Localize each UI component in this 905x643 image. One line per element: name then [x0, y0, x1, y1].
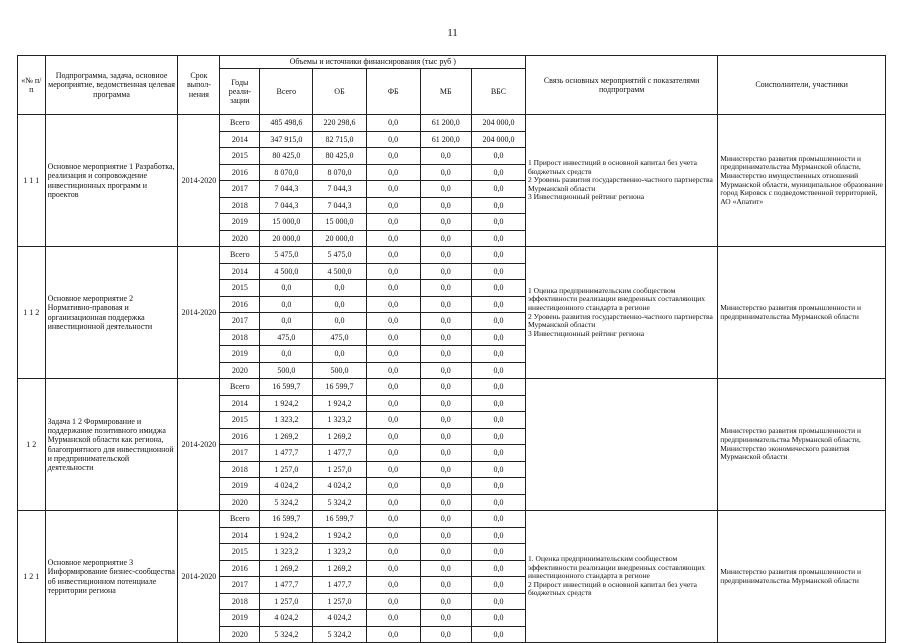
header-num: «№ п/п [18, 56, 46, 115]
total-cell: 1 257,0 [260, 461, 313, 478]
ob-cell: 1 269,2 [313, 560, 366, 577]
row-number: 1 2 1 [18, 511, 46, 643]
fb-cell: 0,0 [366, 428, 420, 445]
year-cell: 2020 [220, 626, 260, 643]
ob-cell: 4 024,2 [313, 478, 366, 495]
vbs-cell: 0,0 [471, 230, 525, 247]
mb-cell: 0,0 [420, 247, 471, 264]
ob-cell: 475,0 [313, 329, 366, 346]
ob-cell: 1 257,0 [313, 593, 366, 610]
year-cell: 2018 [220, 593, 260, 610]
row-number: 1 1 1 [18, 115, 46, 247]
header-total: Всего [260, 69, 313, 115]
ob-cell: 80 425,0 [313, 148, 366, 165]
vbs-cell: 0,0 [471, 461, 525, 478]
execution-term: 2014-2020 [178, 247, 220, 379]
execution-term: 2014-2020 [178, 115, 220, 247]
fb-cell: 0,0 [366, 197, 420, 214]
mb-cell: 0,0 [420, 197, 471, 214]
vbs-cell: 0,0 [471, 214, 525, 231]
mb-cell: 0,0 [420, 379, 471, 396]
financing-table [17, 55, 886, 643]
total-cell: 0,0 [260, 296, 313, 313]
vbs-cell: 0,0 [471, 494, 525, 511]
mb-cell: 0,0 [420, 263, 471, 280]
table-body [18, 115, 886, 643]
header-years: Годы реали-зации [220, 69, 260, 115]
total-cell: 15 000,0 [260, 214, 313, 231]
program-name: Основное мероприятие 2 Нормативно-правовая и организационная поддержка инвестиционной деятельности [45, 247, 178, 379]
header-program: Подпрограмма, задача, основное мероприятие, ведомственная целевая программа [45, 56, 178, 115]
table-row [18, 379, 886, 396]
indicator-link: 1 Оценка предпринимательским сообществом эффективности реализации внедренных составляющих инвестиционного стандарта в регионе 2 Уровень развития государственно-частного партнерства Мурманской области 3 Инвестиционный рейтинг региона [526, 247, 718, 379]
program-name: Основное мероприятие 3 Информирование бизнес-сообщества об инвестиционном потенциале территории региона [45, 511, 178, 643]
row-number: 1 1 2 [18, 247, 46, 379]
mb-cell: 0,0 [420, 148, 471, 165]
ob-cell: 5 324,2 [313, 494, 366, 511]
vbs-cell: 0,0 [471, 511, 525, 528]
total-cell: 1 924,2 [260, 395, 313, 412]
ob-cell: 0,0 [313, 280, 366, 297]
fb-cell: 0,0 [366, 164, 420, 181]
year-cell: 2017 [220, 313, 260, 330]
year-cell: 2015 [220, 148, 260, 165]
fb-cell: 0,0 [366, 379, 420, 396]
fb-cell: 0,0 [366, 115, 420, 132]
program-name: Основное мероприятие 1 Разработка, реализация и сопровождение инвестиционных программ и проектов [45, 115, 178, 247]
mb-cell: 0,0 [420, 296, 471, 313]
total-cell: 16 599,7 [260, 511, 313, 528]
row-number: 1 2 [18, 379, 46, 511]
fb-cell: 0,0 [366, 527, 420, 544]
year-cell: 2017 [220, 181, 260, 198]
table-row [18, 247, 886, 264]
ob-cell: 4 500,0 [313, 263, 366, 280]
vbs-cell: 0,0 [471, 478, 525, 495]
ob-cell: 1 323,2 [313, 544, 366, 561]
vbs-cell: 0,0 [471, 412, 525, 429]
execution-term: 2014-2020 [178, 511, 220, 643]
fb-cell: 0,0 [366, 230, 420, 247]
total-cell: 5 324,2 [260, 494, 313, 511]
vbs-cell: 0,0 [471, 313, 525, 330]
executors-cell: Министерство развития промышленности и предпринимательства Мурманской области, Министерство экономического развития Мурманской области [718, 379, 886, 511]
mb-cell: 0,0 [420, 164, 471, 181]
vbs-cell: 0,0 [471, 247, 525, 264]
mb-cell: 0,0 [420, 577, 471, 594]
fb-cell: 0,0 [366, 296, 420, 313]
mb-cell: 0,0 [420, 230, 471, 247]
fb-cell: 0,0 [366, 445, 420, 462]
fb-cell: 0,0 [366, 263, 420, 280]
fb-cell: 0,0 [366, 610, 420, 627]
year-cell: 2018 [220, 461, 260, 478]
mb-cell: 0,0 [420, 181, 471, 198]
year-cell: Всего [220, 379, 260, 396]
header-financing: Объемы и источники финансирования (тыс руб ) [220, 56, 526, 69]
year-cell: 2015 [220, 280, 260, 297]
ob-cell: 4 024,2 [313, 610, 366, 627]
mb-cell: 0,0 [420, 329, 471, 346]
total-cell: 80 425,0 [260, 148, 313, 165]
fb-cell: 0,0 [366, 461, 420, 478]
vbs-cell: 0,0 [471, 560, 525, 577]
fb-cell: 0,0 [366, 577, 420, 594]
ob-cell: 1 257,0 [313, 461, 366, 478]
total-cell: 0,0 [260, 280, 313, 297]
vbs-cell: 0,0 [471, 346, 525, 363]
total-cell: 4 500,0 [260, 263, 313, 280]
ob-cell: 1 924,2 [313, 395, 366, 412]
fb-cell: 0,0 [366, 593, 420, 610]
fb-cell: 0,0 [366, 362, 420, 379]
indicator-link: 1 Прирост инвестиций в основной капитал без учета бюджетных средств 2 Уровень развития государственно-частного партнерства Мурманской области 3 Инвестиционный рейтинг региона [526, 115, 718, 247]
fb-cell: 0,0 [366, 329, 420, 346]
header-link: Связь основных мероприятий с показателями подпрограмм [526, 56, 718, 115]
vbs-cell: 0,0 [471, 445, 525, 462]
year-cell: 2014 [220, 131, 260, 148]
mb-cell: 0,0 [420, 527, 471, 544]
total-cell: 500,0 [260, 362, 313, 379]
year-cell: Всего [220, 511, 260, 528]
vbs-cell: 0,0 [471, 527, 525, 544]
fb-cell: 0,0 [366, 181, 420, 198]
year-cell: 2016 [220, 428, 260, 445]
mb-cell: 0,0 [420, 610, 471, 627]
vbs-cell: 0,0 [471, 181, 525, 198]
year-cell: 2016 [220, 164, 260, 181]
ob-cell: 5 324,2 [313, 626, 366, 643]
total-cell: 1 323,2 [260, 544, 313, 561]
mb-cell: 0,0 [420, 313, 471, 330]
total-cell: 5 475,0 [260, 247, 313, 264]
executors-cell: Министерство развития промышленности и предпринимательства Мурманской области [718, 511, 886, 643]
vbs-cell: 204 000,0 [471, 115, 525, 132]
year-cell: Всего [220, 247, 260, 264]
fb-cell: 0,0 [366, 214, 420, 231]
fb-cell: 0,0 [366, 131, 420, 148]
executors-cell: Министерство развития промышленности и предпринимательства Мурманской области [718, 247, 886, 379]
total-cell: 347 915,0 [260, 131, 313, 148]
mb-cell: 0,0 [420, 478, 471, 495]
total-cell: 475,0 [260, 329, 313, 346]
year-cell: 2020 [220, 494, 260, 511]
vbs-cell: 204 000,0 [471, 131, 525, 148]
vbs-cell: 0,0 [471, 197, 525, 214]
fb-cell: 0,0 [366, 544, 420, 561]
vbs-cell: 0,0 [471, 280, 525, 297]
page-number: 11 [447, 27, 458, 39]
vbs-cell: 0,0 [471, 148, 525, 165]
ob-cell: 220 298,6 [313, 115, 366, 132]
year-cell: 2017 [220, 577, 260, 594]
year-cell: 2016 [220, 296, 260, 313]
total-cell: 1 257,0 [260, 593, 313, 610]
year-cell: 2015 [220, 544, 260, 561]
ob-cell: 0,0 [313, 313, 366, 330]
year-cell: 2017 [220, 445, 260, 462]
mb-cell: 0,0 [420, 280, 471, 297]
vbs-cell: 0,0 [471, 362, 525, 379]
ob-cell: 16 599,7 [313, 379, 366, 396]
fb-cell: 0,0 [366, 346, 420, 363]
mb-cell: 0,0 [420, 544, 471, 561]
mb-cell: 0,0 [420, 395, 471, 412]
fb-cell: 0,0 [366, 313, 420, 330]
mb-cell: 0,0 [420, 445, 471, 462]
fb-cell: 0,0 [366, 412, 420, 429]
vbs-cell: 0,0 [471, 428, 525, 445]
ob-cell: 8 070,0 [313, 164, 366, 181]
mb-cell: 61 200,0 [420, 131, 471, 148]
indicator-link: 1. Оценка предпринимательским сообществом эффективности реализации внедренных составляющих инвестиционного стандарта в регионе 2 Прирост инвестиций в основной капитал без учета бюджетных средств [526, 511, 718, 643]
ob-cell: 0,0 [313, 346, 366, 363]
fb-cell: 0,0 [366, 626, 420, 643]
mb-cell: 0,0 [420, 214, 471, 231]
ob-cell: 82 715,0 [313, 131, 366, 148]
total-cell: 8 070,0 [260, 164, 313, 181]
ob-cell: 1 477,7 [313, 445, 366, 462]
mb-cell: 0,0 [420, 412, 471, 429]
year-cell: 2019 [220, 214, 260, 231]
total-cell: 7 044,3 [260, 197, 313, 214]
vbs-cell: 0,0 [471, 626, 525, 643]
year-cell: 2014 [220, 263, 260, 280]
mb-cell: 0,0 [420, 362, 471, 379]
total-cell: 4 024,2 [260, 478, 313, 495]
ob-cell: 1 477,7 [313, 577, 366, 594]
header-executors: Соисполнители, участники [718, 56, 886, 115]
mb-cell: 0,0 [420, 560, 471, 577]
vbs-cell: 0,0 [471, 610, 525, 627]
year-cell: 2014 [220, 395, 260, 412]
fb-cell: 0,0 [366, 511, 420, 528]
fb-cell: 0,0 [366, 148, 420, 165]
ob-cell: 20 000,0 [313, 230, 366, 247]
year-cell: 2014 [220, 527, 260, 544]
year-cell: 2020 [220, 230, 260, 247]
vbs-cell: 0,0 [471, 395, 525, 412]
total-cell: 1 477,7 [260, 577, 313, 594]
total-cell: 1 269,2 [260, 428, 313, 445]
mb-cell: 0,0 [420, 428, 471, 445]
total-cell: 5 324,2 [260, 626, 313, 643]
ob-cell: 0,0 [313, 296, 366, 313]
header-ob: ОБ [313, 69, 366, 115]
mb-cell: 0,0 [420, 461, 471, 478]
year-cell: 2016 [220, 560, 260, 577]
mb-cell: 0,0 [420, 494, 471, 511]
ob-cell: 500,0 [313, 362, 366, 379]
mb-cell: 0,0 [420, 593, 471, 610]
vbs-cell: 0,0 [471, 164, 525, 181]
vbs-cell: 0,0 [471, 577, 525, 594]
header-vbs: ВБС [471, 69, 525, 115]
program-name: Задача 1 2 Формирование и поддержание позитивного имиджа Мурманской области как региона, благоприятного для инвестиционной и предпринимательской деятельности [45, 379, 178, 511]
fb-cell: 0,0 [366, 560, 420, 577]
header-fb: ФБ [366, 69, 420, 115]
total-cell: 20 000,0 [260, 230, 313, 247]
ob-cell: 1 924,2 [313, 527, 366, 544]
table-row [18, 511, 886, 528]
total-cell: 1 323,2 [260, 412, 313, 429]
total-cell: 16 599,7 [260, 379, 313, 396]
year-cell: 2019 [220, 346, 260, 363]
header-term: Срок выпол-нения [178, 56, 220, 115]
fb-cell: 0,0 [366, 478, 420, 495]
ob-cell: 1 323,2 [313, 412, 366, 429]
total-cell: 0,0 [260, 313, 313, 330]
total-cell: 1 924,2 [260, 527, 313, 544]
mb-cell: 0,0 [420, 626, 471, 643]
vbs-cell: 0,0 [471, 593, 525, 610]
indicator-link [526, 379, 718, 511]
ob-cell: 15 000,0 [313, 214, 366, 231]
mb-cell: 0,0 [420, 511, 471, 528]
year-cell: 2018 [220, 329, 260, 346]
ob-cell: 7 044,3 [313, 181, 366, 198]
ob-cell: 16 599,7 [313, 511, 366, 528]
year-cell: 2020 [220, 362, 260, 379]
year-cell: Всего [220, 115, 260, 132]
total-cell: 4 024,2 [260, 610, 313, 627]
year-cell: 2015 [220, 412, 260, 429]
total-cell: 485 498,6 [260, 115, 313, 132]
fb-cell: 0,0 [366, 247, 420, 264]
mb-cell: 61 200,0 [420, 115, 471, 132]
vbs-cell: 0,0 [471, 296, 525, 313]
executors-cell: Министерство развития промышленности и предпринимательства Мурманской области, Министерство имущественных отношений Мурманской области, муниципальное образование город Кировск с подведомственной территорией, АО «Апатит» [718, 115, 886, 247]
total-cell: 1 269,2 [260, 560, 313, 577]
vbs-cell: 0,0 [471, 329, 525, 346]
ob-cell: 7 044,3 [313, 197, 366, 214]
fb-cell: 0,0 [366, 494, 420, 511]
header-mb: МБ [420, 69, 471, 115]
vbs-cell: 0,0 [471, 379, 525, 396]
year-cell: 2019 [220, 478, 260, 495]
vbs-cell: 0,0 [471, 263, 525, 280]
fb-cell: 0,0 [366, 280, 420, 297]
total-cell: 1 477,7 [260, 445, 313, 462]
ob-cell: 1 269,2 [313, 428, 366, 445]
execution-term: 2014-2020 [178, 379, 220, 511]
total-cell: 7 044,3 [260, 181, 313, 198]
year-cell: 2018 [220, 197, 260, 214]
mb-cell: 0,0 [420, 346, 471, 363]
vbs-cell: 0,0 [471, 544, 525, 561]
ob-cell: 5 475,0 [313, 247, 366, 264]
table-row [18, 115, 886, 132]
year-cell: 2019 [220, 610, 260, 627]
total-cell: 0,0 [260, 346, 313, 363]
fb-cell: 0,0 [366, 395, 420, 412]
